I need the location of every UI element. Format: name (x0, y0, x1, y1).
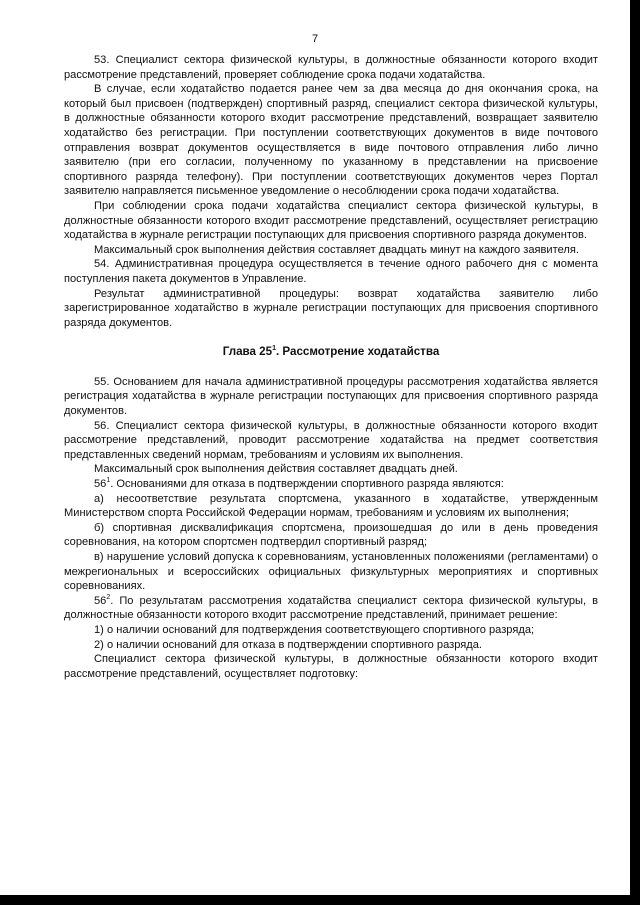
paragraph-preparation: Специалист сектора физической культуры, в должностные обязанности которого входит рассмотрение представлений, осуществляет подготовку: (64, 653, 598, 680)
paragraph-56-2-superscript: 2 (106, 593, 111, 601)
document-body (64, 53, 598, 681)
paragraph-56-1-text: . Основаниями для отказа в подтверждении спортивного разряда являются: (110, 478, 504, 491)
paragraph-55: 55. Основанием для начала административной процедуры рассмотрения ходатайства является регистрация ходатайства в журнале регистрации поступающих для присвоения спортивного разряда документов. (64, 375, 598, 418)
chapter-title-prefix: Глава 25 (222, 345, 273, 359)
paragraph-max-time-registration: Максимальный срок выполнения действия составляет двадцать минут на каждого заявителя. (94, 243, 579, 256)
paragraph-53: 53. Специалист сектора физической культуры, в должностные обязанности которого входит рассмотрение представлений, проверяет соблюдение срока подачи ходатайства. (64, 54, 598, 81)
page-number: 7 (311, 33, 319, 45)
chapter-title-superscript: 1 (272, 345, 276, 353)
list-item-b: б) спортивная дисквалификация спортсмена, произошедшая до или в день проведения соревнования, на котором спортсмен подтвердил спортивный разряд; (64, 521, 598, 549)
chapter-title-suffix: . Рассмотрение ходатайства (275, 345, 440, 359)
decision-item-1: 1) о наличии оснований для подтверждения соответствующего спортивного разряда; (94, 623, 535, 636)
paragraph-procedure-result: Результат административной процедуры: возврат ходатайства заявителю либо зарегистрированное ходатайство в журнале регистрации поступающих для присвоения спортивного разряда документов. (64, 287, 598, 329)
paragraph-56: 56. Специалист сектора физической культуры, в должностные обязанности которого входит рассмотрение представлений, проводит рассмотрение ходатайства на предмет соответствия представленных сведений нормам, требованиям и условиям их выполнения. (64, 419, 598, 461)
scan-edge-right (630, 0, 640, 905)
paragraph-registration: При соблюдении срока подачи ходатайства специалист сектора физической культуры, в должностные обязанности которого входит рассмотрение представлений, осуществляет регистрацию ходатайства в журнале регистрации поступающих для присвоения спортивного разряда документов. (64, 199, 598, 242)
decision-item-2: 2) о наличии оснований для отказа в подтверждении спортивного разряда. (94, 638, 482, 651)
scan-edge-bottom (0, 895, 640, 905)
list-item-c: в) нарушение условий допуска к соревнованиям, установленных положениями (регламентами) о межрегиональных и всероссийских официальных физкультурных мероприятиях и спортивных соревнованиях. (64, 551, 598, 593)
paragraph-early-submission: В случае, если ходатайство подается ранее чем за два месяца до дня окончания срока, на который был присвоен (подтвержден) спортивный разряд, специалист сектора физической культуры, в должностные обязанности которого входит рассмотрение представлений, возвращает заявителю ходатайство без регистрации. При поступлении соответствующих документов в виде почтового отправления возврат документов осуществляется в виде почтового отправления либо лично заявителю (при его согласии, полученному по указанному в представлении на присвоение спортивного разряда телефону). При поступлении соответствующих документов через Портал заявителю направляется письменное уведомление о несоблюдении срока подачи ходатайства. (64, 83, 598, 198)
paragraph-56-1 (64, 477, 598, 492)
paragraph-56-1-superscript: 1 (106, 477, 111, 485)
paragraph-56-2 (64, 594, 598, 623)
chapter-title (64, 345, 598, 360)
list-item-a: а) несоответствие результата спортсмена, указанного в ходатайстве, утвержденным Министерством спорта Российской Федерации нормам, требованиям и условиям их выполнения; (64, 492, 598, 520)
paragraph-56-2-number: 56 (94, 594, 107, 607)
paragraph-54: 54. Административная процедура осуществляется в течение одного рабочего дня с момента поступления пакета документов в Управление. (64, 258, 598, 285)
paragraph-max-time-review: Максимальный срок выполнения действия составляет двадцать дней. (94, 463, 458, 476)
paragraph-56-2-text: . По результатам рассмотрения ходатайства специалист сектора физической культуры, в должностные обязанности которого входит рассмотрение представлений, принимает решение: (64, 594, 598, 622)
paragraph-56-1-number: 56 (94, 478, 107, 491)
